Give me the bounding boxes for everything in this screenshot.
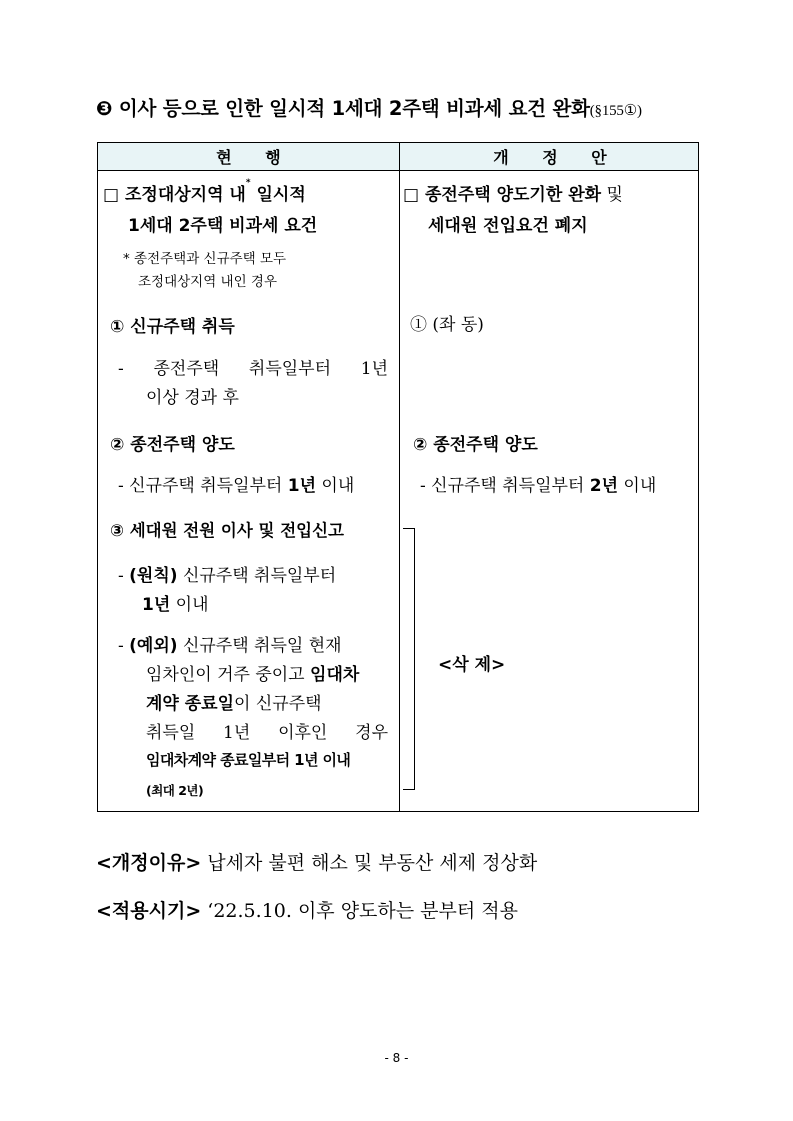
exception-line3-bold: 계약 종료일 bbox=[146, 694, 235, 714]
right-heading-bold: □ 종전주택 양도기한 완화 bbox=[403, 185, 602, 205]
dash: - bbox=[118, 566, 130, 586]
principle-label: (원칙) bbox=[129, 566, 178, 586]
right-item2-body-suffix: 이내 bbox=[618, 476, 657, 496]
footnote-line1: * 종전주택과 신규주택 모두 bbox=[123, 251, 287, 267]
principle-suffix: 이내 bbox=[170, 595, 209, 615]
right-heading-line2: 세대원 전입요건 폐지 bbox=[428, 216, 588, 236]
left-item2-title: ② 종전주택 양도 bbox=[110, 435, 235, 455]
left-heading-line2: 1세대 2주택 비과세 요건 bbox=[128, 216, 318, 236]
footnote-marker: * bbox=[245, 178, 251, 188]
footnote-line2: 조정대상지역 내인 경우 bbox=[138, 274, 277, 290]
left-item2-body-bold: 1년 bbox=[287, 476, 317, 496]
left-item1-body-line1 bbox=[118, 354, 388, 379]
page-number: - 8 - bbox=[384, 1051, 409, 1065]
left-item2-body bbox=[118, 471, 354, 496]
effective-date bbox=[96, 896, 518, 923]
reason-text: 납세자 불편 해소 및 부동산 세제 정상화 bbox=[201, 852, 538, 874]
header-current: 현 행 bbox=[216, 148, 295, 167]
deleted-label: <삭 제> bbox=[438, 655, 506, 675]
column-divider bbox=[399, 143, 400, 811]
left-item3-b-line3 bbox=[146, 689, 322, 714]
right-heading-rest: 및 bbox=[601, 185, 623, 205]
section-reference: (§155①) bbox=[589, 103, 642, 119]
left-item3-a-line2 bbox=[142, 590, 209, 615]
header-proposed: 개 정 안 bbox=[493, 148, 621, 167]
exception-line2-text: 임차인이 거주 중이고 bbox=[146, 665, 311, 685]
left-item3-title: ③ 세대원 전원 이사 및 전입신고 bbox=[110, 521, 344, 540]
exception-line4-text: 취득일 1년 이후인 경우 bbox=[146, 723, 388, 743]
section-title-text: ❸ 이사 등으로 인한 일시적 1세대 2주택 비과세 요건 완화 bbox=[96, 97, 590, 120]
table-header bbox=[98, 143, 698, 171]
principle-years: 1년 bbox=[142, 595, 171, 615]
effective-text: ‘22.5.10. 이후 양도하는 분부터 적용 bbox=[201, 900, 518, 922]
dash: - bbox=[118, 636, 130, 656]
left-item1-title: ① 신규주택 취득 bbox=[110, 317, 235, 337]
effective-label: <적용시기> bbox=[96, 900, 202, 922]
section-title bbox=[96, 93, 642, 121]
left-item3-b-line1 bbox=[118, 631, 342, 656]
reason-label: <개정이유> bbox=[96, 852, 202, 874]
left-item2-body-prefix: - 신규주택 취득일부터 bbox=[118, 476, 288, 496]
right-item2-title: ② 종전주택 양도 bbox=[413, 435, 538, 455]
left-item2-body-suffix: 이내 bbox=[316, 476, 355, 496]
right-item1: ① (좌 동) bbox=[410, 315, 484, 335]
left-item1-body-line2: 이상 경과 후 bbox=[146, 388, 239, 408]
left-item3-b-line5: 임대차계약 종료일부터 1년 이내 bbox=[146, 751, 351, 769]
exception-line2-bold: 임대차 bbox=[310, 665, 360, 685]
right-item2-body-prefix: - 신규주택 취득일부터 bbox=[420, 476, 590, 496]
left-item3-b-line2 bbox=[146, 660, 359, 685]
left-heading-text: □ 조정대상지역 내 bbox=[103, 185, 246, 205]
left-heading-end: 일시적 bbox=[250, 185, 306, 205]
left-item3-b-line6: (최대 2년) bbox=[146, 783, 204, 798]
left-item3-b-line4 bbox=[146, 718, 388, 743]
left-item1-body-line1-text: - 종전주택 취득일부터 1년 bbox=[118, 359, 388, 379]
left-heading-line1 bbox=[103, 180, 306, 205]
right-heading-line1 bbox=[403, 180, 623, 205]
deletion-bracket bbox=[403, 528, 415, 790]
right-item2-body bbox=[420, 471, 656, 496]
left-item3-a-line1 bbox=[118, 561, 388, 586]
amendment-reason bbox=[96, 848, 537, 875]
principle-text: 신규주택 취득일부터 bbox=[177, 566, 337, 586]
exception-label: (예외) bbox=[129, 636, 178, 656]
exception-line3-text: 이 신규주택 bbox=[234, 694, 322, 714]
exception-text: 신규주택 취득일 현재 bbox=[177, 636, 342, 656]
right-item2-body-bold: 2년 bbox=[589, 476, 619, 496]
